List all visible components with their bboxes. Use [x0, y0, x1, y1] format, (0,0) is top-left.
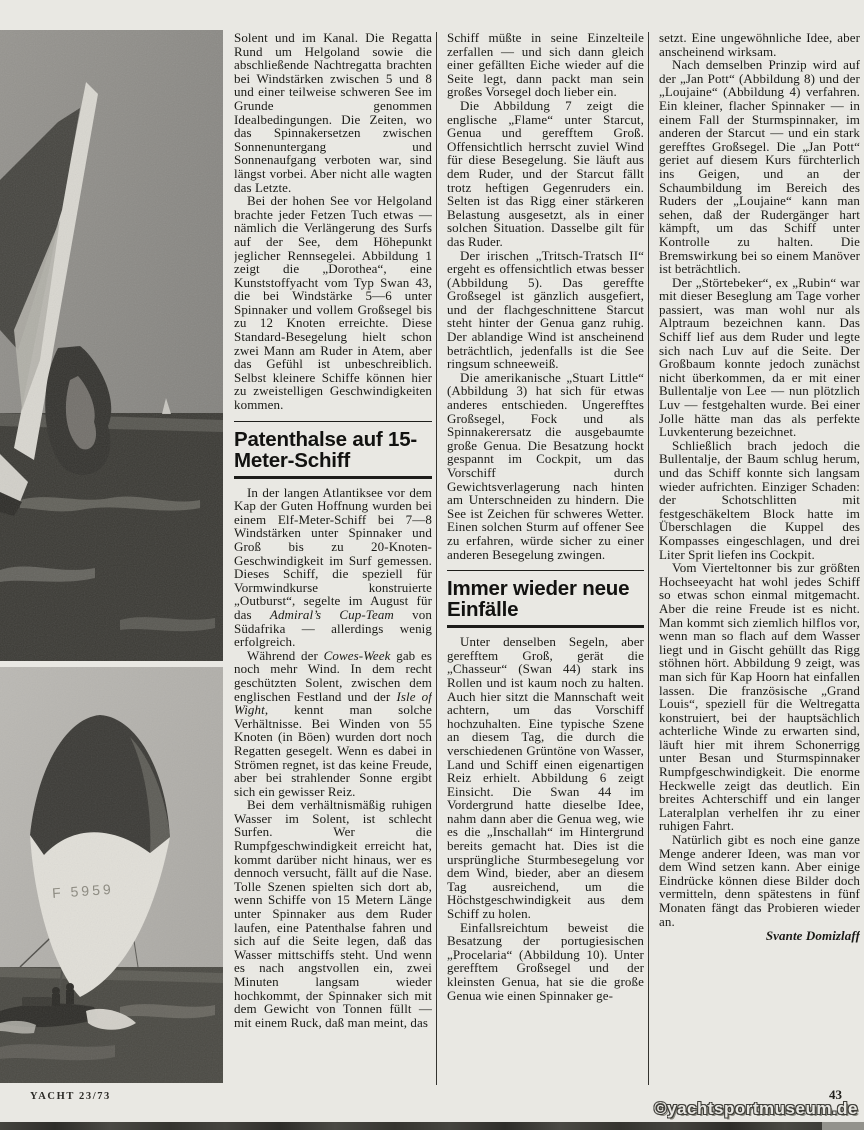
text-run: In der langen Atlantiksee vor dem Kap der Guten Hoffnung wurden bei einem Elf-Meter-Schiff bei 7—8 Windstärken unter Spinnaker und Groß bis zu 20-Knoten-Geschwindigkeit im Surf gemessen. Dieses Schiff, die speziell für Vormwindkurse konstruierte „Outburst“, segelte im August für das: [234, 484, 432, 622]
paragraph: [234, 649, 432, 799]
sail-number: F 5959: [51, 880, 115, 901]
photo-yacht-under-spinnaker: [0, 667, 223, 1083]
photo-spinnaker-collapse: [0, 30, 223, 661]
paragraph: Natürlich gibt es noch eine ganze Menge anderer Ideen, was man vor dem Wind setzen kann. Aber einige Eindrücke können diese Bilder doch vermitteln, denn spätestens in fünf Monaten fängt das Probieren wieder an.: [659, 832, 860, 929]
text-run: Während der: [247, 647, 324, 663]
text-run: von Südafrika — allerdings wenig erfolgreich.: [234, 606, 432, 650]
paragraph: Einfallsreichtum beweist die Besatzung der portugiesischen „Procelaria“ (Abbildung 10). Unter gerefftem Großsegel und der kleinsten Genua, hat sie die große Genua wie einen Spinnaker ge-: [447, 919, 644, 1003]
text-run-italic: Cowes-Week: [323, 647, 391, 663]
paragraph: Der „Störtebeker“, ex „Rubin“ war mit dieser Beseglung am Tage vorher passiert, was man wohl nur als Alptraum bezeichnen kann. Das Schiff lief aus dem Ruder und legte sich nach Luv auf die Seite. Der Großbaum konnte jedoch zunächst nicht überkommen, da er mit einer Bullentalje von Lee — nun plötzlich Luv — festgehalten wurde. Bei einer Jolle hätte man das als perfekte Luvkenterung bezeichnet.: [659, 274, 860, 440]
scan-edge-light-patch: [822, 1122, 864, 1130]
page-number: 43: [829, 1087, 842, 1102]
paragraph: Unter denselben Segeln, aber gerefftem Groß, gerät die „Chasseur“ (Swan 44) stark ins Rollen und ist kaum noch zu halten. Auch hier sitzt die Mannschaft weit achtern, um das Vorschiff hochzuhalten. Eine typische Szene an diesem Tag, die durch die verschiedenen Grüntöne von Wasser, Land und Schiff einen eigenartigen Reiz erhielt. Abbildung 6 zeigt Einsicht. Die Swan 44 im Vordergrund hatte dieselbe Idee, nahm dann aber die Genua weg, wie es die „Inschallah“ im Hintergrund bereits gemacht hat. Dies ist die ursprüngliche Sturmbesegelung vor dem Wind, bieder, aber an diesem Tag ausreichend, um die Höchstgeschwindigkeit aus dem Schiff zu holen.: [447, 634, 644, 922]
paragraph: Solent und im Kanal. Die Regatta Rund um Helgoland sowie die abschließende Nachtregatta brachten bei Windstärken zwischen 5 und 8 und einer teilweise schweren See im Grunde genommen Idealbedingungen. Die Zeiten, wo das Spinnakersetzen zwischen Sonnenuntergang und Sonnenaufgang verboten war, sind längst vorbei. Aber nicht alle wagten das Letzte.: [234, 31, 432, 195]
text-column-3: [659, 31, 860, 1087]
paragraph: Schiff müßte in seine Einzelteile zerfallen — und sich dann gleich einer gefällten Eiche wieder auf die Seite legt, dann packt man sein großes Vorsegel doch lieber ein.: [447, 31, 644, 100]
paragraph: Schließlich brach jedoch die Bullentalje, der Baum schlug herum, und das Schiff konnte sich langsam wieder aufrichten. Einziger Schaden: der Schotschlitten mit festgeschäkeltem Block hatte im Überschlagen die Kuppel des Kompasses eingeschlagen, und drei Liter Sprit liefen ins Cockpit.: [659, 437, 860, 562]
paragraph: Der irischen „Tritsch-Tratsch II“ ergeht es offensichtlich etwas besser (Abbildung 5). Das gereffte Großsegel ist gänzlich ausgefiert, und der flachgeschnittene Starcut steht hinter der Genua ganz ruhig. Der ablandige Wind ist anscheinend beträchtlich, jedenfalls ist die See ringsum schneeweiß.: [447, 247, 644, 372]
column-divider: [648, 32, 649, 1085]
photo-spinnaker-collapse-illustration: [0, 30, 223, 661]
paragraph: Die amerikanische „Stuart Little“ (Abbildung 3) hat sich für etwas anderes entschieden. Ungerefftes Großsegel, Fock und als Spinnakerersatz die ausgebaumte große Genua. Die Besatzung hockt gespannt im Cockpit, um das Vorschiff durch Gewichtsverlagerung nach hinten am Unterschneiden zu hindern. Die See ist Zeichen für schweres Wetter. Einen solchen Sturm auf offener See zu erfahren, würde sicher zu einer anderen Besegelung zwingen.: [447, 369, 644, 562]
paragraph: Bei dem verhältnismäßig ruhigen Wasser im Solent, ist schlecht Surfen. Wer die Rumpfgeschwindigkeit erreicht hat, kommt darüber nicht hinaus, wer es dennoch versucht, fällt auf die Nase. Tolle Szenen spielten sich dort ab, wenn Schiffe von 15 Metern Länge unter Spinnaker aus dem Ruder laufen, eine Patenthalse fahren und sich auf die Seite legen, daß das Wasser mittschiffs steht. Und wenn es nach angstvollen ein, zwei Minuten langsam wieder hochkommt, der Spinnaker sich mit dem Gewicht von Tonnen füllt — mit einem Ruck, daß man meint, das: [234, 797, 432, 1030]
magazine-issue-credit: YACHT 23/73: [30, 1091, 111, 1102]
section-headline-patenthalse: Patenthalse auf 15-Meter-Schiff: [234, 421, 432, 479]
text-column-2: [447, 31, 644, 1087]
text-run: , kennt man solche Verhältnisse. Bei Winden von 55 Knoten (in Böen) wurden dort noch Regatten gesegelt. Wenn es dabei in Strömen regnet, ist das keine Freude, aber bei strahlender Sonne ergibt sich ein gewisser Reiz.: [234, 702, 432, 799]
paragraph: Nach demselben Prinzip wird auf der „Jan Pott“ (Abbildung 8) und der „Loujaine“ (Abbildung 4) verfahren. Ein kleiner, flacher Spinnaker — in einem Fall der Sturmspinnaker, im anderen der Starcut — und ein stark gerefftes Großsegel. Die „Jan Pott“ geriet auf diesem Kurs fürchterlich ins Geigen, und an der Schaumbildung im Bereich des Ruders der „Loujaine“ kann man sehen, daß der Rudergänger hart kämpft, um das Schiff unter Kontrolle zu halten. Die Bremswirkung bei so einem Manöver ist beträchtlich.: [659, 57, 860, 277]
column-divider: [436, 32, 437, 1085]
watermark-yachtsportmuseum: ©yachtsportmuseum.de: [654, 1099, 858, 1118]
paragraph: setzt. Eine ungewöhnliche Idee, aber anscheinend wirksam.: [659, 31, 860, 59]
scan-edge-strip: [0, 1122, 864, 1130]
author-byline: Svante Domizlaff: [765, 928, 860, 944]
text-run-italic: Admiral’s Cup-Team: [269, 606, 394, 622]
text-run-italic: Isle of Wight: [234, 688, 432, 718]
paragraph: Bei der hohen See vor Helgoland brachte jeder Fetzen Tuch etwas — nämlich die Verlängerung des Surfs auf der See, dem Höhepunkt jeglicher Rennsegelei. Abbildung 1 zeigt die „Dorothea“, eine Kunststoffyacht vom Typ Swan 43, die bei Windstärke 5—6 unter Spinnaker und vollem Großsegel bis zu 12 Knoten erreichte. Diese Standard-Besegelung hielt schon zwei Mann am Ruder in Atem, aber das Gefühl ist unbeschreiblich. Selbst kleinere Schiffe können hier zu zweistelligen Geschwindigkeiten kommen.: [234, 193, 432, 413]
paragraph: Die Abbildung 7 zeigt die englische „Flame“ unter Starcut, Genua und gerefftem Groß. Offensichtlich herrscht zuviel Wind für diese Besegelung. Sie läuft aus dem Ruder, und der Starcut fällt trotz heftigen Gegenruders ein. Selten ist das Rigg einer stärkeren Belastung ausgesetzt, als in einer solchen Situation. Dasselbe gilt für das Ruder.: [447, 97, 644, 249]
paragraph: Vom Vierteltonner bis zur größten Hochseeyacht hat wohl jedes Schiff so etwas schon einmal mitgemacht. Aber die reine Freude ist es nicht. Man kommt sich ziemlich hilflos vor, wenn man so flach auf dem Wasser liegt und in Gischt gehüllt das Rigg stöhnen hört. Abbildung 9 zeigt, was man sich für Kap Hoorn hat einfallen lassen. Die französische „Grand Louis“, speziell für die Weltregatta konstruiert, bei der hauptsächlich achterliche Winde zu erwarten sind, läuft hier mit ihrem Schonerrigg unter Besan und Sturmspinnaker Rumpfgeschwindigkeit. Die enorme Heckwelle zeigt das deutlich. Ein breites Achterschiff und ein langer Lateralplan verhelfen ihr zu einer ruhigen Fahrt.: [659, 560, 860, 834]
text-column-1: [234, 31, 432, 1087]
text-run: gab es noch mehr Wind. In dem recht geschützten Solent, zwischen dem englischen Festland und der: [234, 647, 432, 704]
paragraph: [234, 486, 432, 649]
section-headline-einfaelle: Immer wieder neue Einfälle: [447, 570, 644, 628]
photo-yacht-under-spinnaker-illustration: [0, 667, 223, 1083]
